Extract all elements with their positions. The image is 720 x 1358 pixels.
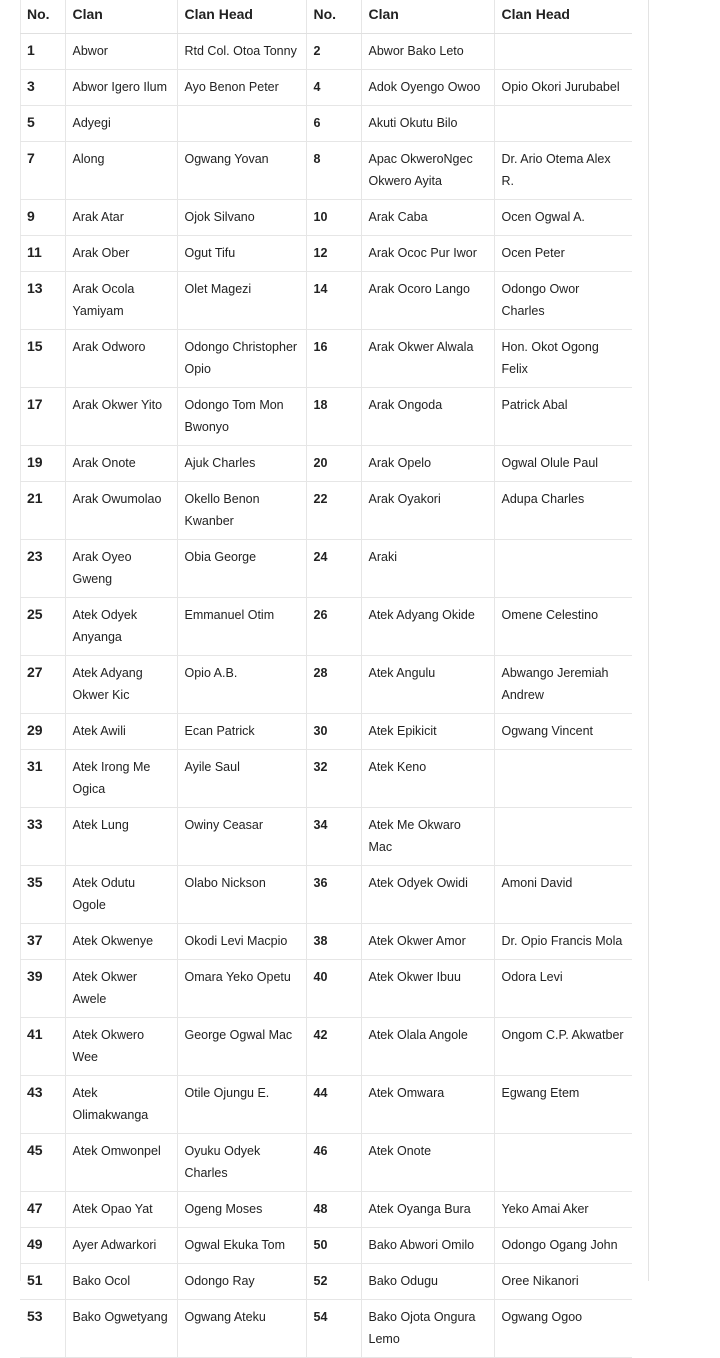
- cell-no: 53: [20, 1300, 65, 1358]
- cell-clan-head: Ayo Benon Peter: [177, 70, 306, 106]
- cell-clan-head: Ogut Tifu: [177, 236, 306, 272]
- cell-no: 46: [306, 1134, 361, 1192]
- cell-no: 16: [306, 330, 361, 388]
- table-row: [20, 1300, 632, 1358]
- header-clan-head-right: Clan Head: [494, 0, 632, 34]
- cell-no: 13: [20, 272, 65, 330]
- cell-no: 34: [306, 808, 361, 866]
- table-row: [20, 330, 632, 388]
- cell-no: 42: [306, 1018, 361, 1076]
- header-clan-head-left: Clan Head: [177, 0, 306, 34]
- cell-no: 3: [20, 70, 65, 106]
- table-row: [20, 1192, 632, 1228]
- cell-clan: Adok Oyengo Owoo: [361, 70, 494, 106]
- cell-clan: Arak Okwer Alwala: [361, 330, 494, 388]
- cell-no: 15: [20, 330, 65, 388]
- cell-clan: Atek Okwer Awele: [65, 960, 177, 1018]
- cell-clan: Atek Odyek Owidi: [361, 866, 494, 924]
- cell-clan-head: Obia George: [177, 540, 306, 598]
- cell-clan-head: Ogwang Yovan: [177, 142, 306, 200]
- table-row: [20, 70, 632, 106]
- cell-clan: Bako Odugu: [361, 1264, 494, 1300]
- cell-clan: Atek Epikicit: [361, 714, 494, 750]
- table-row: [20, 1228, 632, 1264]
- cell-no: 8: [306, 142, 361, 200]
- cell-clan-head: Odongo Tom Mon Bwonyo: [177, 388, 306, 446]
- table-body: [20, 34, 632, 1358]
- cell-clan: Adyegi: [65, 106, 177, 142]
- cell-clan: Arak Ongoda: [361, 388, 494, 446]
- table-row: [20, 200, 632, 236]
- cell-clan: Atek Olimakwanga: [65, 1076, 177, 1134]
- cell-clan: Atek Irong Me Ogica: [65, 750, 177, 808]
- cell-clan: Atek Olala Angole: [361, 1018, 494, 1076]
- cell-no: 6: [306, 106, 361, 142]
- cell-no: 52: [306, 1264, 361, 1300]
- cell-clan-head: Ecan Patrick: [177, 714, 306, 750]
- cell-clan-head: Ongom C.P. Akwatber: [494, 1018, 632, 1076]
- cell-clan: Atek Adyang Okwer Kic: [65, 656, 177, 714]
- table-row: [20, 540, 632, 598]
- cell-clan: Atek Odutu Ogole: [65, 866, 177, 924]
- cell-clan: Arak Ocoro Lango: [361, 272, 494, 330]
- table-row: [20, 866, 632, 924]
- table-row: [20, 808, 632, 866]
- cell-clan: Atek Odyek Anyanga: [65, 598, 177, 656]
- cell-clan-head: [494, 750, 632, 808]
- cell-clan-head: Olet Magezi: [177, 272, 306, 330]
- cell-clan: Atek Okwero Wee: [65, 1018, 177, 1076]
- cell-clan-head: Egwang Etem: [494, 1076, 632, 1134]
- cell-clan-head: Adupa Charles: [494, 482, 632, 540]
- cell-clan: Atek Adyang Okide: [361, 598, 494, 656]
- cell-no: 50: [306, 1228, 361, 1264]
- cell-no: 24: [306, 540, 361, 598]
- cell-clan-head: Abwango Jeremiah Andrew: [494, 656, 632, 714]
- cell-clan: Atek Awili: [65, 714, 177, 750]
- clan-heads-table: [20, 0, 632, 1358]
- cell-clan: Arak Oyeo Gweng: [65, 540, 177, 598]
- table-row: [20, 142, 632, 200]
- cell-clan: Atek Angulu: [361, 656, 494, 714]
- cell-clan: Arak Oyakori: [361, 482, 494, 540]
- cell-clan-head: Odongo Christopher Opio: [177, 330, 306, 388]
- cell-clan: Araki: [361, 540, 494, 598]
- cell-no: 43: [20, 1076, 65, 1134]
- table-row: [20, 106, 632, 142]
- cell-clan-head: Patrick Abal: [494, 388, 632, 446]
- cell-no: 32: [306, 750, 361, 808]
- cell-no: 25: [20, 598, 65, 656]
- cell-clan-head: [177, 106, 306, 142]
- cell-no: 47: [20, 1192, 65, 1228]
- cell-clan-head: Ogwang Ogoo: [494, 1300, 632, 1358]
- cell-clan-head: Otile Ojungu E.: [177, 1076, 306, 1134]
- cell-no: 33: [20, 808, 65, 866]
- cell-no: 11: [20, 236, 65, 272]
- cell-no: 54: [306, 1300, 361, 1358]
- cell-clan-head: Dr. Opio Francis Mola: [494, 924, 632, 960]
- cell-clan: Akuti Okutu Bilo: [361, 106, 494, 142]
- cell-no: 9: [20, 200, 65, 236]
- cell-clan-head: Amoni David: [494, 866, 632, 924]
- cell-no: 17: [20, 388, 65, 446]
- cell-no: 10: [306, 200, 361, 236]
- cell-clan: Arak Opelo: [361, 446, 494, 482]
- cell-clan: Arak Owumolao: [65, 482, 177, 540]
- cell-clan-head: Emmanuel Otim: [177, 598, 306, 656]
- cell-no: 38: [306, 924, 361, 960]
- cell-clan: Atek Lung: [65, 808, 177, 866]
- table-row: [20, 446, 632, 482]
- cell-clan: Atek Okwer Ibuu: [361, 960, 494, 1018]
- header-no-left: No.: [20, 0, 65, 34]
- table-row: [20, 1134, 632, 1192]
- cell-clan-head: Odongo Ogang John: [494, 1228, 632, 1264]
- cell-clan: Atek Keno: [361, 750, 494, 808]
- cell-clan-head: Odora Levi: [494, 960, 632, 1018]
- table-row: [20, 750, 632, 808]
- cell-clan-head: Oyuku Odyek Charles: [177, 1134, 306, 1192]
- cell-clan: Arak Ococ Pur Iwor: [361, 236, 494, 272]
- cell-clan: Arak Ocola Yamiyam: [65, 272, 177, 330]
- table-row: [20, 598, 632, 656]
- cell-clan-head: Dr. Ario Otema Alex R.: [494, 142, 632, 200]
- cell-clan-head: George Ogwal Mac: [177, 1018, 306, 1076]
- cell-no: 36: [306, 866, 361, 924]
- cell-clan: Atek Okwenye: [65, 924, 177, 960]
- cell-no: 12: [306, 236, 361, 272]
- cell-no: 23: [20, 540, 65, 598]
- cell-no: 7: [20, 142, 65, 200]
- header-no-right: No.: [306, 0, 361, 34]
- cell-clan: Atek Opao Yat: [65, 1192, 177, 1228]
- cell-clan-head: Ocen Peter: [494, 236, 632, 272]
- cell-no: 14: [306, 272, 361, 330]
- cell-clan-head: [494, 540, 632, 598]
- cell-no: 20: [306, 446, 361, 482]
- cell-clan-head: [494, 1134, 632, 1192]
- cell-no: 49: [20, 1228, 65, 1264]
- cell-clan-head: Omene Celestino: [494, 598, 632, 656]
- table-header-row: [20, 0, 632, 34]
- cell-clan-head: Okodi Levi Macpio: [177, 924, 306, 960]
- cell-no: 40: [306, 960, 361, 1018]
- table-row: [20, 714, 632, 750]
- cell-no: 39: [20, 960, 65, 1018]
- cell-no: 21: [20, 482, 65, 540]
- cell-clan-head: Ocen Ogwal A.: [494, 200, 632, 236]
- table-row: [20, 272, 632, 330]
- cell-no: 27: [20, 656, 65, 714]
- cell-clan-head: [494, 808, 632, 866]
- cell-clan-head: Owiny Ceasar: [177, 808, 306, 866]
- cell-no: 1: [20, 34, 65, 70]
- page-right-border: [648, 0, 649, 1281]
- cell-clan: Along: [65, 142, 177, 200]
- cell-no: 44: [306, 1076, 361, 1134]
- cell-no: 37: [20, 924, 65, 960]
- cell-clan: Abwor: [65, 34, 177, 70]
- cell-clan-head: Ogwang Vincent: [494, 714, 632, 750]
- cell-clan: Atek Me Okwaro Mac: [361, 808, 494, 866]
- cell-no: 51: [20, 1264, 65, 1300]
- table-row: [20, 1264, 632, 1300]
- cell-clan-head: Ojok Silvano: [177, 200, 306, 236]
- cell-no: 22: [306, 482, 361, 540]
- cell-clan-head: Ajuk Charles: [177, 446, 306, 482]
- cell-no: 29: [20, 714, 65, 750]
- cell-clan-head: Odongo Owor Charles: [494, 272, 632, 330]
- cell-clan-head: Hon. Okot Ogong Felix: [494, 330, 632, 388]
- table-row: [20, 1076, 632, 1134]
- cell-no: 35: [20, 866, 65, 924]
- cell-clan-head: Omara Yeko Opetu: [177, 960, 306, 1018]
- cell-clan: Arak Odworo: [65, 330, 177, 388]
- table-row: [20, 924, 632, 960]
- cell-clan-head: Olabo Nickson: [177, 866, 306, 924]
- table-row: [20, 482, 632, 540]
- cell-clan: Arak Ober: [65, 236, 177, 272]
- cell-no: 18: [306, 388, 361, 446]
- cell-clan: Arak Onote: [65, 446, 177, 482]
- cell-clan-head: Ayile Saul: [177, 750, 306, 808]
- cell-clan-head: Opio A.B.: [177, 656, 306, 714]
- header-clan-right: Clan: [361, 0, 494, 34]
- cell-clan-head: Ogeng Moses: [177, 1192, 306, 1228]
- cell-clan: Arak Atar: [65, 200, 177, 236]
- cell-no: 5: [20, 106, 65, 142]
- cell-clan-head: Oree Nikanori: [494, 1264, 632, 1300]
- cell-clan-head: Ogwal Olule Paul: [494, 446, 632, 482]
- cell-no: 2: [306, 34, 361, 70]
- cell-no: 19: [20, 446, 65, 482]
- cell-no: 4: [306, 70, 361, 106]
- cell-clan: Ayer Adwarkori: [65, 1228, 177, 1264]
- cell-clan: Atek Onote: [361, 1134, 494, 1192]
- cell-no: 31: [20, 750, 65, 808]
- table-row: [20, 656, 632, 714]
- cell-no: 28: [306, 656, 361, 714]
- table-row: [20, 1018, 632, 1076]
- cell-clan: Abwor Bako Leto: [361, 34, 494, 70]
- cell-clan-head: [494, 34, 632, 70]
- cell-clan: Abwor Igero Ilum: [65, 70, 177, 106]
- cell-clan: Bako Ojota Ongura Lemo: [361, 1300, 494, 1358]
- cell-clan: Bako Ocol: [65, 1264, 177, 1300]
- cell-clan: Bako Ogwetyang: [65, 1300, 177, 1358]
- cell-clan-head: Yeko Amai Aker: [494, 1192, 632, 1228]
- cell-clan: Atek Omwara: [361, 1076, 494, 1134]
- cell-no: 26: [306, 598, 361, 656]
- table-row: [20, 388, 632, 446]
- cell-clan-head: Ogwal Ekuka Tom: [177, 1228, 306, 1264]
- cell-clan: Arak Caba: [361, 200, 494, 236]
- cell-clan-head: Ogwang Ateku: [177, 1300, 306, 1358]
- cell-no: 45: [20, 1134, 65, 1192]
- cell-clan-head: Okello Benon Kwanber: [177, 482, 306, 540]
- cell-no: 41: [20, 1018, 65, 1076]
- table-row: [20, 34, 632, 70]
- cell-clan: Atek Omwonpel: [65, 1134, 177, 1192]
- cell-clan-head: Rtd Col. Otoa Tonny: [177, 34, 306, 70]
- cell-clan-head: Opio Okori Jurubabel: [494, 70, 632, 106]
- cell-clan-head: Odongo Ray: [177, 1264, 306, 1300]
- header-clan-left: Clan: [65, 0, 177, 34]
- cell-clan: Atek Okwer Amor: [361, 924, 494, 960]
- cell-clan: Apac OkweroNgec Okwero Ayita: [361, 142, 494, 200]
- cell-clan: Bako Abwori Omilo: [361, 1228, 494, 1264]
- cell-no: 30: [306, 714, 361, 750]
- table-row: [20, 236, 632, 272]
- cell-clan-head: [494, 106, 632, 142]
- cell-clan: Arak Okwer Yito: [65, 388, 177, 446]
- table-row: [20, 960, 632, 1018]
- cell-no: 48: [306, 1192, 361, 1228]
- cell-clan: Atek Oyanga Bura: [361, 1192, 494, 1228]
